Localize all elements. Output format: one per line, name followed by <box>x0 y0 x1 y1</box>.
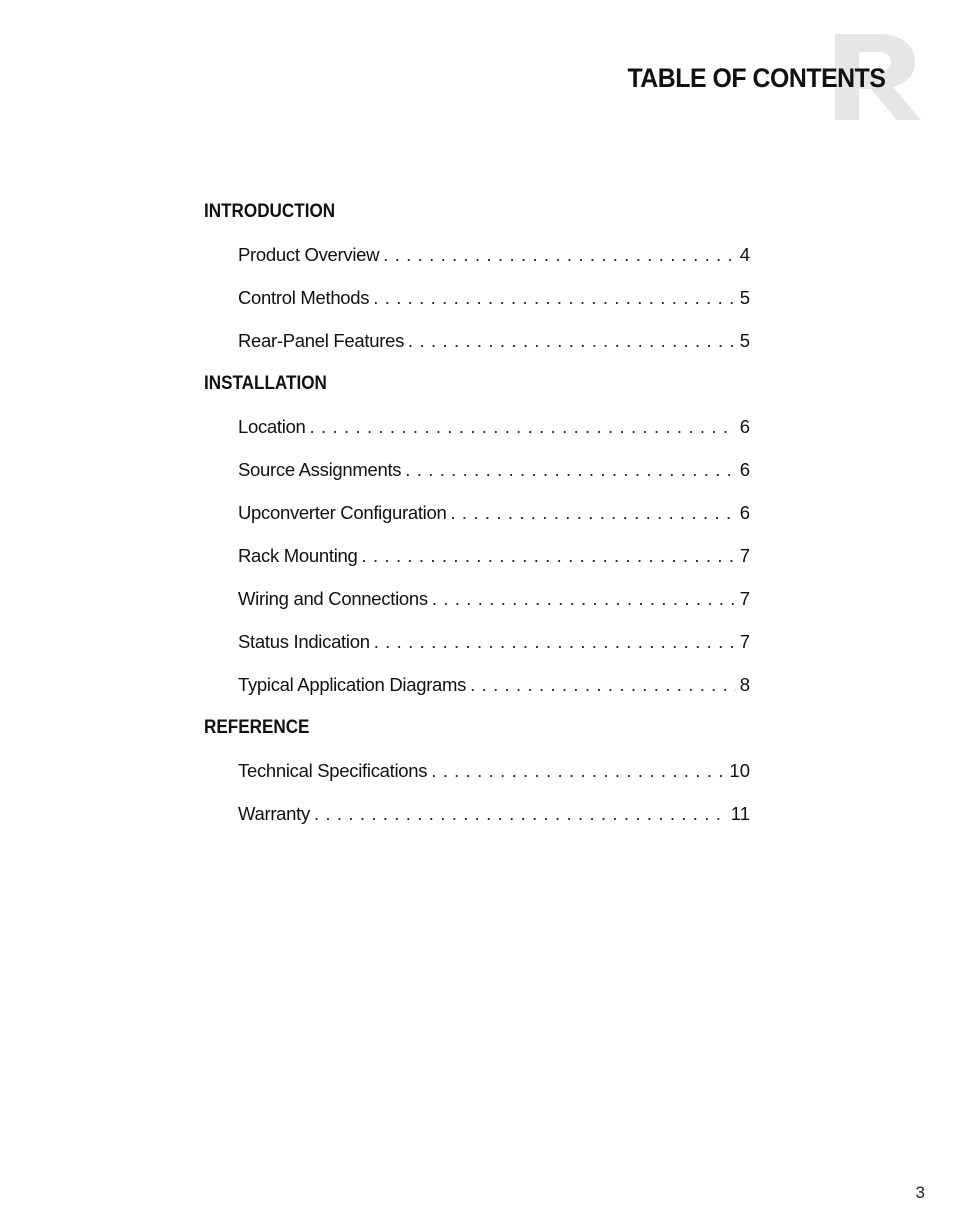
toc-entry-location[interactable] <box>238 413 750 441</box>
toc-entry-page: 4 <box>739 244 750 265</box>
toc-section-installation <box>204 370 750 699</box>
toc-entry-rack-mounting[interactable] <box>238 542 750 570</box>
toc-entry-label: Rack Mounting <box>238 545 358 566</box>
toc-entry-label: Location <box>238 416 306 437</box>
dot-leader <box>383 241 736 269</box>
table-of-contents <box>204 198 750 843</box>
dot-leader <box>310 413 736 441</box>
toc-entry-label: Status Indication <box>238 631 370 652</box>
toc-entry-upconverter-configuration[interactable] <box>238 499 750 527</box>
dot-leader <box>362 542 736 570</box>
toc-entry-typical-application-diagrams[interactable] <box>238 671 750 699</box>
toc-entry-label: Wiring and Connections <box>238 588 428 609</box>
toc-entry-control-methods[interactable] <box>238 284 750 312</box>
dot-leader <box>405 456 735 484</box>
toc-entry-warranty[interactable] <box>238 800 750 828</box>
section-heading: INSTALLATION <box>204 373 327 394</box>
toc-entry-product-overview[interactable] <box>238 241 750 269</box>
dot-leader <box>470 671 736 699</box>
toc-entry-label: Typical Application Diagrams <box>238 674 467 695</box>
toc-entry-page: 6 <box>739 459 750 480</box>
dot-leader <box>408 327 736 355</box>
toc-section-introduction <box>204 198 750 355</box>
toc-entry-page: 10 <box>729 760 750 781</box>
toc-entry-technical-specifications[interactable] <box>238 757 750 785</box>
toc-entry-source-assignments[interactable] <box>238 456 750 484</box>
toc-entry-label: Control Methods <box>238 287 370 308</box>
dot-leader <box>432 585 736 613</box>
section-heading: REFERENCE <box>204 717 310 738</box>
section-heading: INTRODUCTION <box>204 201 336 222</box>
toc-entry-page: 7 <box>739 631 750 652</box>
toc-entry-rear-panel-features[interactable] <box>238 327 750 355</box>
page-title: TABLE OF CONTENTS <box>626 63 885 93</box>
toc-entry-page: 7 <box>739 588 750 609</box>
toc-section-reference <box>204 714 750 828</box>
toc-entry-page: 8 <box>739 674 750 695</box>
toc-entry-label: Upconverter Configuration <box>238 502 447 523</box>
toc-entry-page: 7 <box>739 545 750 566</box>
dot-leader <box>373 284 735 312</box>
dot-leader <box>450 499 735 527</box>
toc-entry-label: Rear-Panel Features <box>238 330 405 351</box>
toc-entry-page: 11 <box>730 803 750 824</box>
dot-leader <box>374 628 736 656</box>
toc-entry-page: 5 <box>739 330 750 351</box>
dot-leader <box>431 757 725 785</box>
toc-entry-status-indication[interactable] <box>238 628 750 656</box>
toc-entry-label: Technical Specifications <box>238 760 428 781</box>
toc-entry-wiring-and-connections[interactable] <box>238 585 750 613</box>
toc-entry-page: 5 <box>739 287 750 308</box>
toc-entry-page: 6 <box>739 502 750 523</box>
dot-leader <box>314 800 727 828</box>
toc-entry-page: 6 <box>739 416 750 437</box>
toc-entry-label: Source Assignments <box>238 459 402 480</box>
toc-entry-label: Warranty <box>238 803 310 824</box>
toc-entry-label: Product Overview <box>238 244 380 265</box>
page-number: 3 <box>915 1183 925 1202</box>
